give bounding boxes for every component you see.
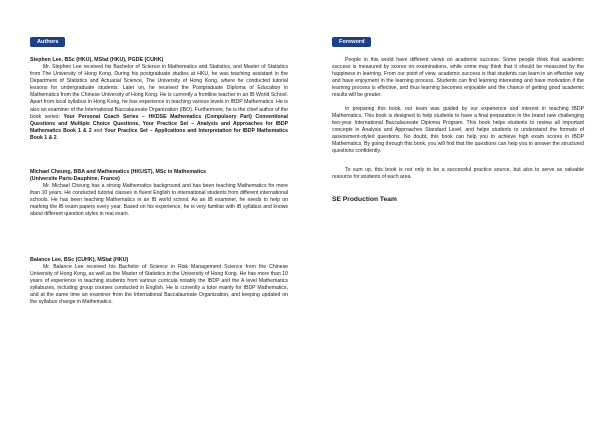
author-2-heading-line1: Michael Cheung, BBA and Mathematics (HKUST), MSc in Mathematics — [30, 169, 207, 176]
author-3-bio: Mr. Balance Lee received his Bachelor of Science in Risk Management Science from the Chinese University of Hong Kong, as well as the Master of Statistics in the University of Hong Kong. He has more than 10 years of experience in teaching students from various curricula notably the IBDP and the A level Mathematics syllabuses, including group courses conducted in English. He is currently a tutor mainly for IBDP Mathematics, and at the same time an examiner from the International Baccalaureate Organization, and keeping updated on the syllabus change in Mathematics. — [30, 263, 288, 305]
foreword-paragraph-1: People in this world have different views on academic success. Some people think that academic success is measured by scores on examinations, while some may think that it should be measured by the happiness in learning. From our point of view, academic success is that students can learn in an effective way and have enjoyment in the learning process. Students can find learning interesting and have motivation if the learning process is effective, and thus learning becomes enjoyable and the chance of getting good academic results will be greater. — [332, 57, 584, 99]
team-signature: SE Production Team — [332, 196, 397, 204]
foreword-paragraph-2: In preparing this book, our team was guided by our experience and interest in teaching IBDP Mathematics. This book is designed to help students to have a final preparation in the brand new challenging two-year International Baccalaureate Diploma Program. This book helps students to review all important concepts in Analysis and Approaches Standard Level, and helps students to understand the formats of assessment-styled questions. No doubt, this book can help you to achieve high exam scores in IBDP Mathematics. By going through this book, you will find that the questions can help you to answer the structured questions confidently. — [332, 105, 584, 155]
book-series-title-1: Your Personal Coach Series – HKDSE Mathematics (Compulsory Part) Conventional Questions and Multiple Choice Questions, Your Practice Set – Analysis and Approaches for IBDP Mathematics Book 1 & 2 — [30, 113, 288, 134]
book-series-title-2: Your Practice Set – Applications and Interpretation for IBDP Mathematics Book 1 & 2 — [30, 127, 288, 141]
author-2-bio: Mr. Michael Cheung has a strong Mathematics background and has been teaching Mathematics for more than 10 years. He conducted tutorial classes in fluent English to international students from different international schools. He has been teaching Mathematics in an IB world school. As an IB examiner, he needs to help on marking the IB exam papers every year. Based on his experience, he is very familiar with IB syllabus and knows about different question styles in real exam. — [30, 183, 288, 218]
foreword-paragraph-3: To sum up, this book is not only to be a successful practice source, but also to serve as valuable resource for students of each area. — [332, 167, 584, 181]
author-2-heading-line2: (Universite Paris-Dauphine, France) — [30, 176, 120, 183]
foreword-tag: Foreword — [332, 37, 371, 47]
author-1-bio: Mr. Stephen Lee received his Bachelor of Science in Mathematics and Statistics, and Master of Statistics from The University of Hong Kong. During his postgraduate studies at HKU, he was teaching assistant in the Department of Statistics and Actuarial Science, The University of Hong Kong, where he conducted tutorial lessons for undergraduate students. Later on, he received the Postgraduate Diploma of Education in Mathematics from the Chinese University of Hong Kong. He is currently a frontline teacher in an IB World School. Apart from local syllabus in Hong Kong, he has experience in teaching various levels in IBDP Mathematics. He is also an examiner of the International Baccalaureate Organization (IBO). Furthermore, he is the chief author of the book series: Your Personal Coach Series – HKDSE Mathematics (Compulsory Part) Conventional Questions and Multiple Choice Questions, Your Practice Set – Analysis and Approaches for IBDP Mathematics Book 1 & 2 and Your Practice Set – Applications and Interpretation for IBDP Mathematics Book 1 & 2. — [30, 64, 288, 141]
foreword-column — [332, 30, 584, 203]
author-1-heading: Stephen Lee, BSc (HKU), MStat (HKU), PGDE (CUHK) — [30, 57, 164, 63]
authors-column — [30, 30, 288, 306]
authors-tag: Authors — [30, 37, 65, 47]
author-3-heading: Balance Lee, BSc (CUHK), MStat (HKU) — [30, 256, 129, 263]
